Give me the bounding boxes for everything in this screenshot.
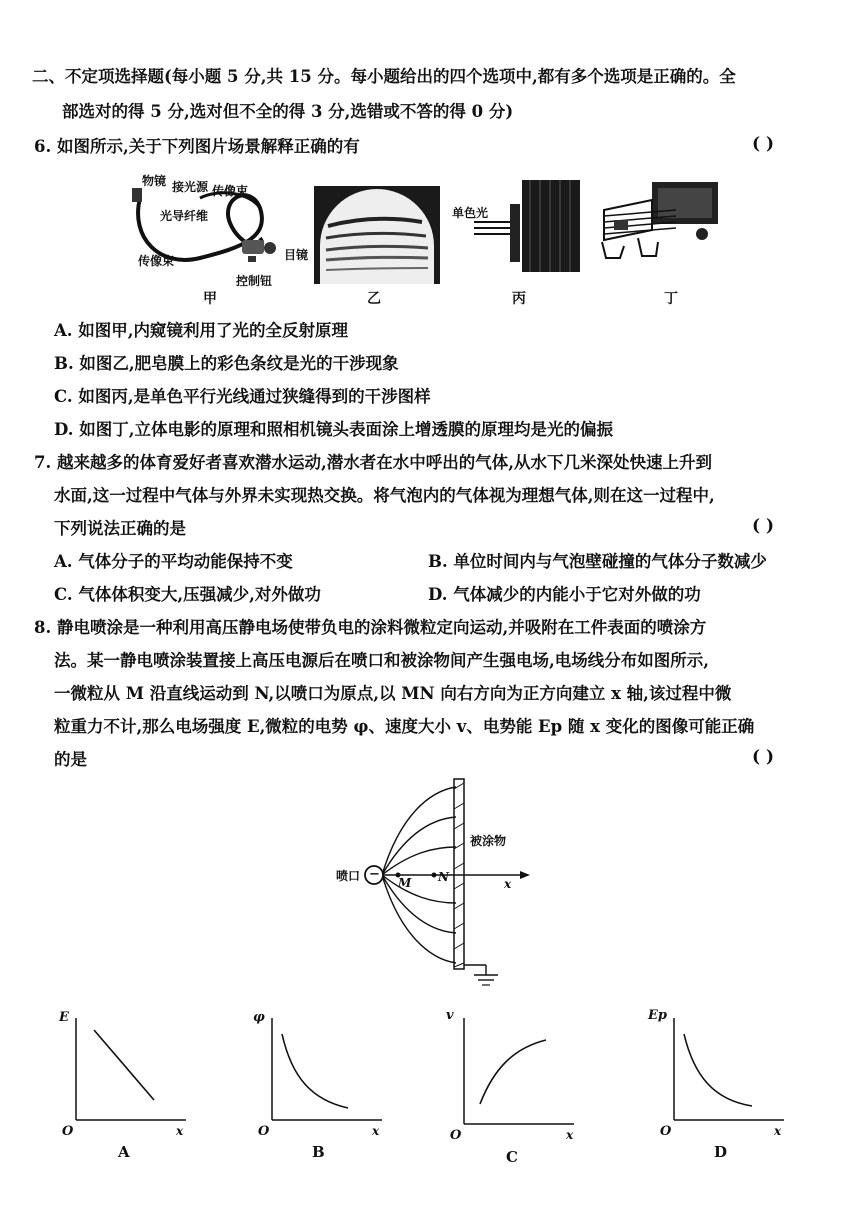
label-jieguangyuan: 接光源: [172, 180, 209, 194]
q7-stem-line1: 7. 越来越多的体育爱好者喜欢潜水运动,潜水者在水中呼出的气体,从水下几米深处快速上升到: [34, 453, 712, 472]
q7-option-c: C. 气体体积变大,压强减少,对外做功: [54, 585, 321, 604]
q8-stem-line5: 的是: [54, 750, 87, 769]
label-guangdaoxianwei: 光导纤维: [160, 209, 209, 223]
caption-jia: 甲: [203, 291, 217, 307]
label-point-n: N: [438, 870, 449, 884]
graph-c-curve: [480, 1040, 546, 1104]
label-mujing: 目镜: [284, 248, 309, 262]
graph-b: [252, 1008, 392, 1138]
caption-yi: 乙: [367, 291, 381, 307]
section-title-line1: 二、不定项选择题(每小题 5 分,共 15 分。每小题给出的四个选项中,都有多个选项是正确的。全: [32, 67, 736, 86]
q7-answer-paren: ( ): [752, 516, 775, 536]
graph-d: [654, 1008, 794, 1138]
q8-answer-paren: ( ): [752, 747, 775, 767]
q6-option-a: A. 如图甲,内窥镜利用了光的全反射原理: [54, 321, 349, 340]
graph-c: [444, 1008, 584, 1138]
graph-d-ylabel: Ep: [648, 1008, 667, 1023]
label-point-m: M: [398, 876, 412, 890]
q7-option-a: A. 气体分子的平均动能保持不变: [54, 552, 293, 571]
graph-a-ylabel: E: [59, 1010, 69, 1025]
label-chuanxiangshu-bottom: 传像束: [138, 254, 175, 268]
caption-ding: 丁: [664, 291, 678, 307]
q8-stem-line2: 法。某一静电喷涂装置接上高压电源后在喷口和被涂物间产生强电场,电场线分布如图所示,: [54, 651, 709, 670]
q7-stem-line2: 水面,这一过程中气体与外界未实现热交换。将气泡内的气体视为理想气体,则在这一过程中,: [54, 486, 715, 505]
graph-c-caption: C: [506, 1148, 518, 1166]
q7-option-b: B. 单位时间内与气泡壁碰撞的气体分子数减少: [428, 552, 767, 571]
q6-option-d: D. 如图丁,立体电影的原理和照相机镜头表面涂上增透膜的原理均是光的偏振: [54, 420, 613, 439]
q6-fig-bing-slit: [470, 176, 582, 282]
q6-fig-ding-3d-projector: [592, 176, 726, 284]
caption-bing: 丙: [512, 291, 526, 307]
graph-a-caption: A: [118, 1143, 130, 1161]
graph-b-origin: O: [258, 1124, 270, 1139]
graph-b-ylabel: φ: [253, 1010, 265, 1025]
q8-stem-line3: 一微粒从 M 沿直线运动到 N,以喷口为原点,以 MN 向右方向为正方向建立 x 轴,该过程中微: [54, 684, 732, 703]
q6-answer-paren: ( ): [752, 134, 775, 154]
graph-b-caption: B: [312, 1143, 325, 1161]
graph-a-origin: O: [62, 1124, 74, 1139]
q8-stem-line1: 8. 静电喷涂是一种利用高压静电场使带负电的涂料微粒定向运动,并吸附在工件表面的喷涂方: [34, 618, 707, 637]
label-penkou: 喷口: [336, 869, 361, 883]
label-nozzle-minus: −: [369, 867, 380, 882]
section-title-line2: 部选对的得 5 分,选对但不全的得 3 分,选错或不答的得 0 分): [62, 102, 514, 121]
graph-d-origin: O: [660, 1124, 672, 1139]
label-axis-x: x: [504, 877, 512, 891]
graph-a-xlabel: x: [176, 1124, 184, 1138]
graph-d-curve: [684, 1034, 752, 1106]
label-chuanxiangshu-top: 传像束: [212, 184, 249, 198]
label-wujing: 物镜: [142, 174, 167, 188]
q7-option-d: D. 气体减少的内能小于它对外做的功: [428, 585, 701, 604]
q6-stem: 6. 如图所示,关于下列图片场景解释正确的有: [34, 137, 360, 156]
graph-a-curve: [94, 1030, 154, 1100]
graph-c-xlabel: x: [566, 1128, 574, 1142]
label-danseguang: 单色光: [452, 206, 489, 220]
q6-option-c: C. 如图丙,是单色平行光线通过狭缝得到的干涉图样: [54, 387, 431, 406]
graph-d-xlabel: x: [774, 1124, 782, 1138]
q8-stem-line4: 粒重力不计,那么电场强度 E,微粒的电势 φ、速度大小 v、电势能 Ep 随 x 变化的图像可能正确: [54, 717, 755, 736]
graph-d-caption: D: [714, 1143, 728, 1161]
graph-c-ylabel: v: [446, 1008, 454, 1023]
q6-fig-yi-soap-film: [314, 186, 440, 284]
q7-stem-line3: 下列说法正确的是: [54, 519, 186, 538]
label-beituwu: 被涂物: [470, 834, 507, 848]
graph-c-origin: O: [450, 1128, 462, 1143]
label-kongzhiniu: 控制钮: [236, 274, 273, 288]
graph-b-curve: [282, 1034, 348, 1108]
q8-fig-electrostatic-spray: [330, 775, 550, 1000]
graph-a: [56, 1008, 196, 1138]
graph-b-xlabel: x: [372, 1124, 380, 1138]
q6-option-b: B. 如图乙,肥皂膜上的彩色条纹是光的干涉现象: [54, 354, 399, 373]
